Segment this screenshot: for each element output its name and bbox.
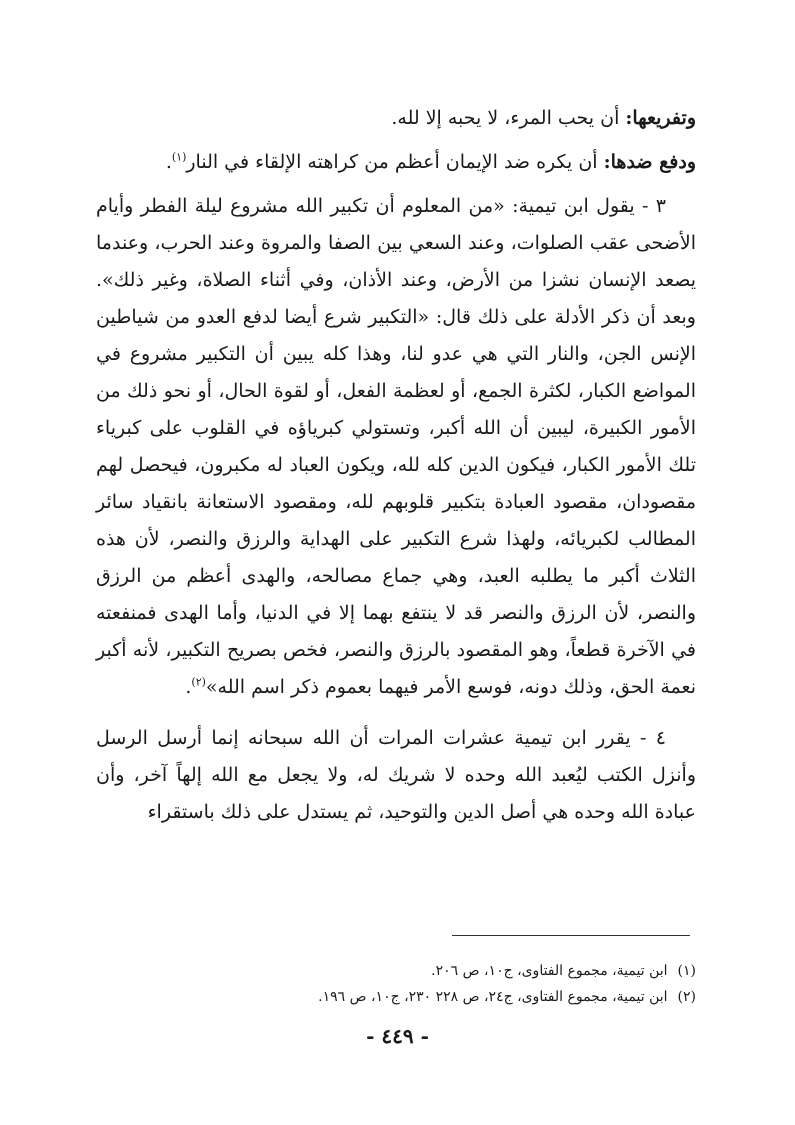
main-text [96, 100, 696, 831]
footnotes [96, 958, 696, 1010]
line-text: أن يحب المرء، لا يحبه إلا لله. [391, 107, 626, 129]
opening-line-1 [96, 100, 696, 137]
paragraph-text: ٤ - يقرر ابن تيمية عشرات المرات أن الله سبحانه إنما أرسل الرسل وأنزل الكتب ليُعبد الله وحده لا شريك له، ولا يجعل مع الله إلهاً آخر، وأن عبادة الله وحده هي أصل الدين والتوحيد، ثم يستدل على ذلك باستقراء [96, 727, 696, 823]
footnote-2 [96, 984, 696, 1010]
footnote-ref-1: (١) [171, 150, 187, 164]
paragraph-end: . [185, 676, 192, 698]
footnote-number: (٢) [677, 989, 696, 1005]
opening-line-2 [96, 144, 696, 181]
footnote-text: ابن تيمية، مجموع الفتاوى، ج٢٤، ص ٢٢٨ ٢٣٠، ج١٠، ص ١٩٦. [318, 989, 668, 1005]
paragraph-item-4 [96, 720, 696, 831]
footnote-text: ابن تيمية، مجموع الفتاوى، ج١٠، ص ٢٠٦. [431, 963, 668, 979]
paragraph-text: ٣ - يقول ابن تيمية: «من المعلوم أن تكبير الله مشروع ليلة الفطر وأيام الأضحى عقب الصلوات، وعند السعي بين الصفا والمروة وعند الحرب، وعندما يصعد الإنسان نشزا من الأرض، وعند الأذان، وفي أثناء الصلاة، وغير ذلك». وبعد أن ذكر الأدلة على ذلك قال: «التكبير شرع أيضا لدفع العدو من شياطين الإنس الجن، والنار التي هي عدو لنا، وهذا كله يبين أن التكبير مشروع في المواضع الكبار، لكثرة الجمع، أو لعظمة الفعل، أو لقوة الحال، أو نحو ذلك من الأمور الكبيرة، ليبين أن الله أكبر، وتستولي كبرياؤه في القلوب على كبرياء تلك الأمور الكبار، فيكون الدين كله لله، ويكون العباد له مكبرون، فيحصل لهم مقصودان، مقصود العبادة بتكبير قلوبهم لله، ومقصود الاستعانة بانقياد سائر المطالب لكبريائه، ولهذا شرع التكبير على الهداية والرزق والنصر، لأن هذه الثلاث أكبر ما يطلبه العبد، وهي جماع مصالحه، والهدى أعظم من الرزق والنصر، لأن الرزق والنصر قد لا ينتفع بهما إلا في الدنيا، وأما الهدى فمنفعته في الآخرة قطعاً، وهو المقصود بالرزق والنصر، فخص بصريح التكبير، لأنه أكبر نعمة الحق، وذلك دونه، فوسع الأمر فيهما بعموم ذكر اسم الله» [96, 195, 696, 698]
line-end: . [165, 151, 172, 173]
line-text: أن يكره ضد الإيمان أعظم من كراهته الإلقاء في النار [186, 151, 604, 173]
footnote-ref-2: (٢) [191, 675, 206, 689]
footnote-divider [452, 935, 690, 936]
lead-term-daf: ودفع ضدها: [603, 151, 696, 173]
paragraph-item-3 [96, 188, 696, 706]
footnote-number: (١) [677, 963, 696, 979]
footnote-1 [96, 958, 696, 984]
lead-term-tafri: وتفريعها: [625, 107, 696, 129]
page-number: - ٤٤٩ - [366, 1024, 429, 1048]
